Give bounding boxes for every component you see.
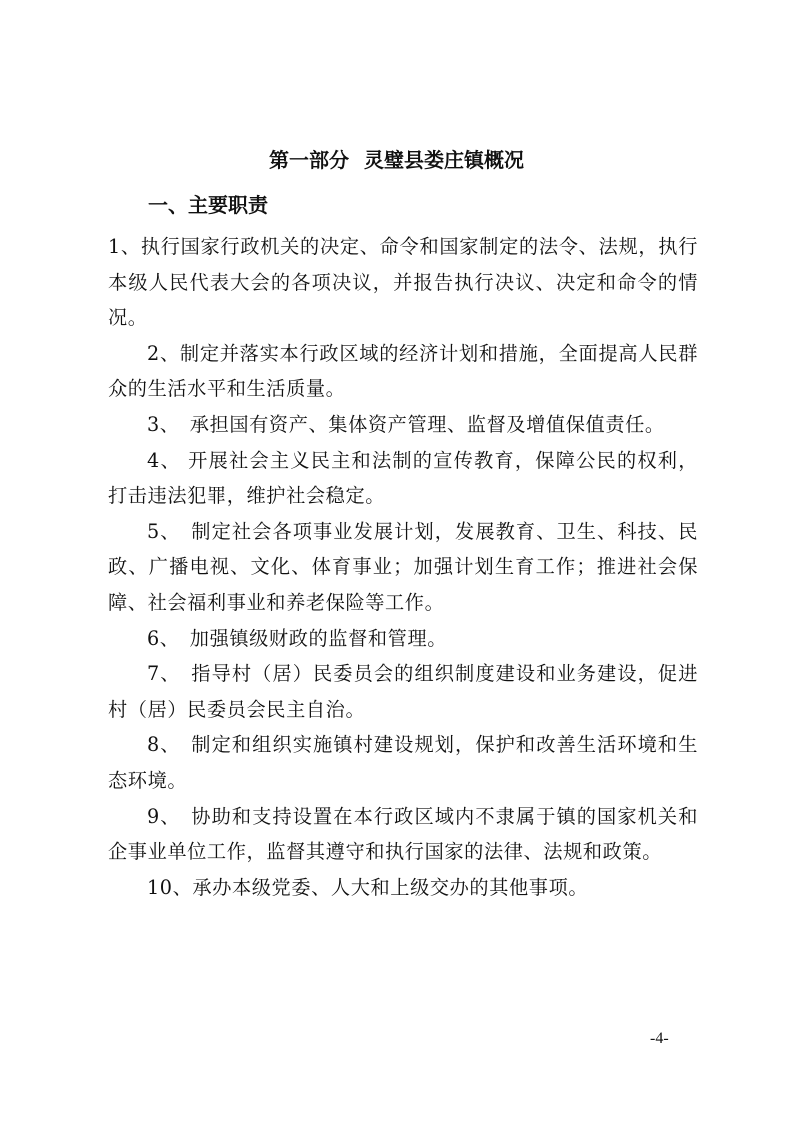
page-number: -4- [650, 1030, 669, 1047]
duty-item-1: 1、执行国家行政机关的决定、命令和国家制定的法令、法规，执行本级人民代表大会的各项决议，并报告执行决议、决定和命令的情况。 [108, 235, 698, 330]
section-heading: 一、主要职责 [148, 193, 268, 217]
duty-item-8: 8、 制定和组织实施镇村建设规划，保护和改善生活环境和生态环境。 [108, 733, 698, 792]
duties-list [108, 229, 698, 905]
duty-item-7: 7、 指导村（居）民委员会的组织制度建设和业务建设，促进村（居）民委员会民主自治。 [108, 662, 698, 721]
duty-item-3: 3、 承担国有资产、集体资产管理、监督及增值保值责任。 [147, 412, 665, 436]
duty-item-2: 2、制定并落实本行政区域的经济计划和措施，全面提高人民群众的生活水平和生活质量。 [108, 341, 698, 401]
duty-item-6: 6、 加强镇级财政的监督和管理。 [147, 626, 448, 650]
duty-item-4: 4、 开展社会主义民主和法制的宣传教育，保障公民的权利，打击违法犯罪，维护社会稳定。 [108, 448, 698, 508]
duty-item-5: 5、 制定社会各项事业发展计划，发展教育、卫生、科技、民政、广播电视、文化、体育事业；加强计划生育工作；推进社会保障、社会福利事业和养老保险等工作。 [108, 519, 698, 614]
page-title: 第一部分 灵璧县娄庄镇概况 [269, 148, 524, 172]
duty-item-10: 10、承办本级党委、人大和上级交办的其他事项。 [147, 875, 589, 899]
duty-item-9: 9、 协助和支持设置在本行政区域内不隶属于镇的国家机关和企事业单位工作，监督其遵守和执行国家的法律、法规和政策。 [108, 804, 698, 864]
